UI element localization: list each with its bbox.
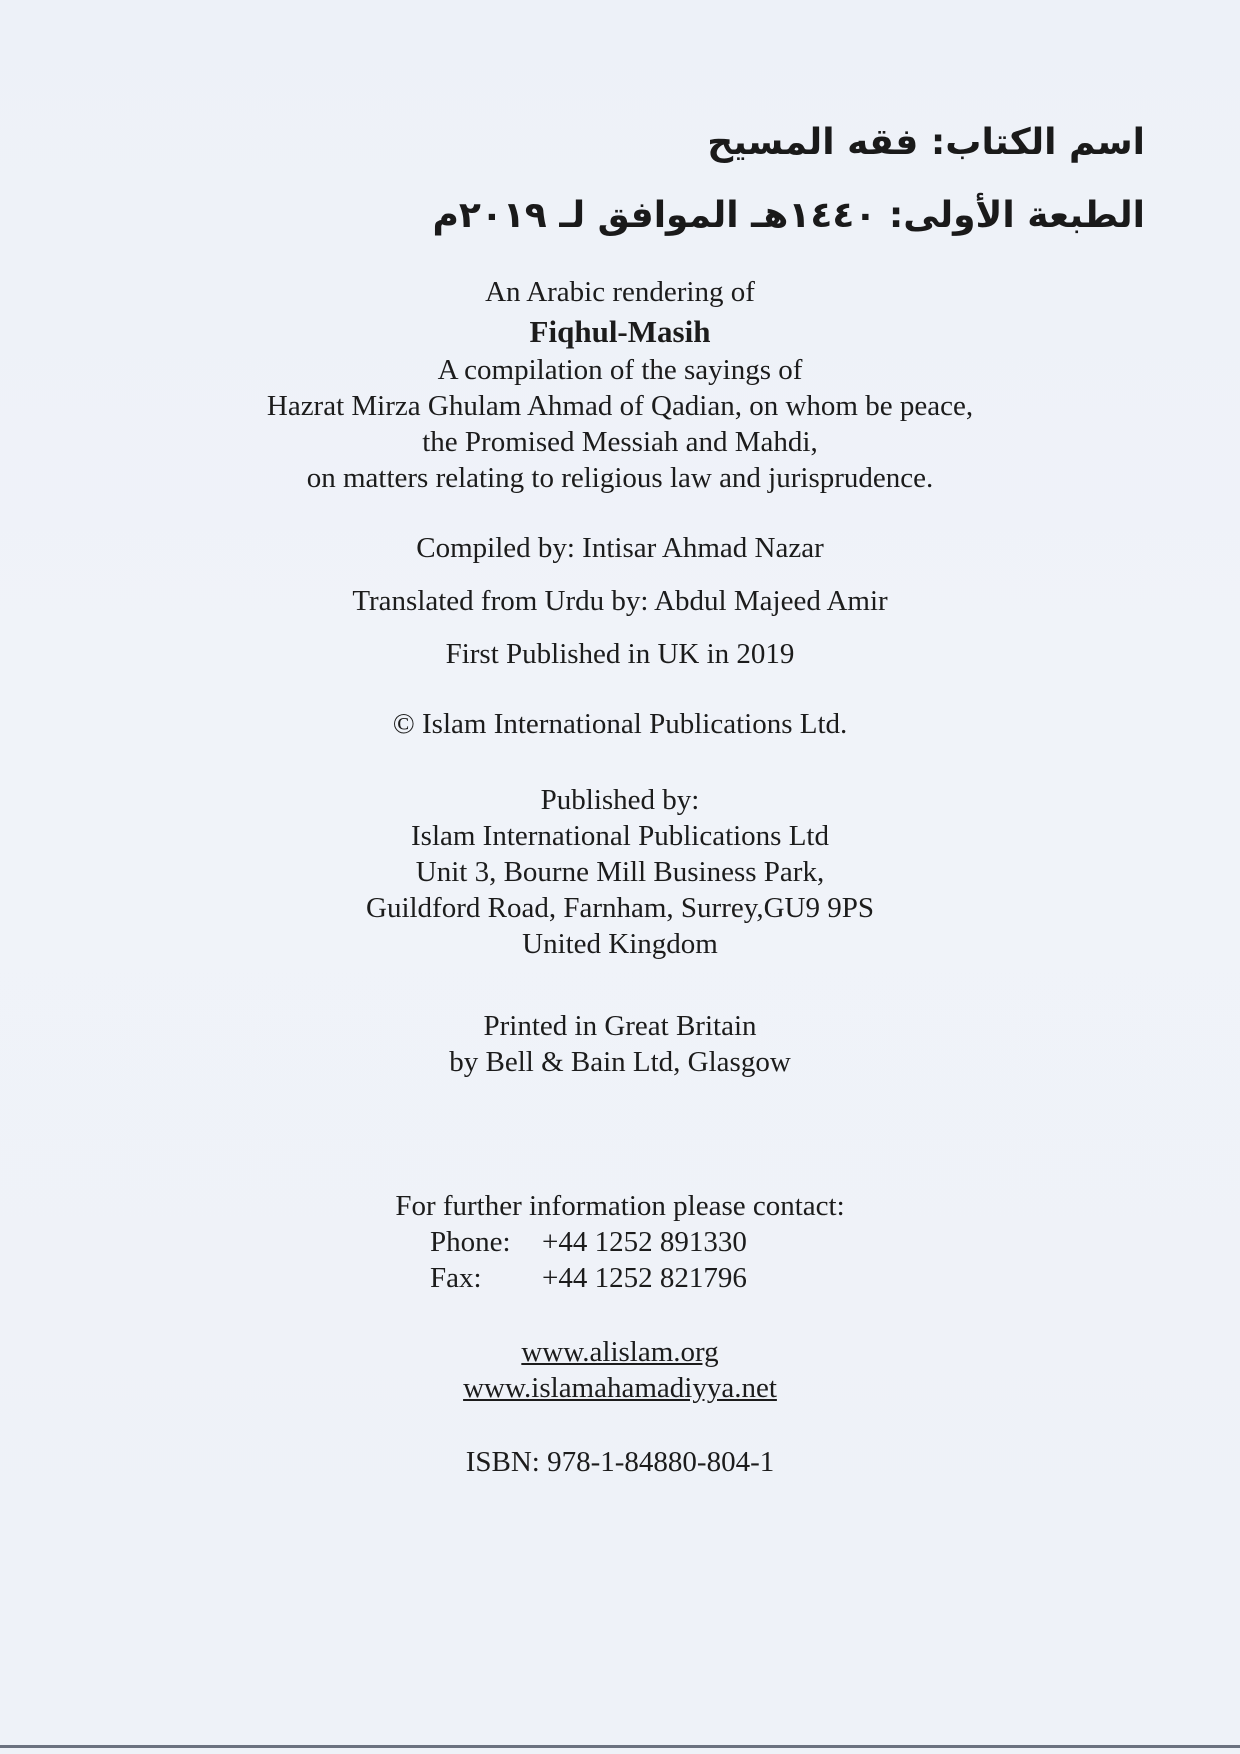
compiled-by: Compiled by: Intisar Ahmad Nazar bbox=[416, 532, 824, 564]
publisher-country: United Kingdom bbox=[522, 928, 718, 960]
publisher-address-line: Guildford Road, Farnham, Surrey,GU9 9PS bbox=[366, 892, 874, 924]
publisher-name: Islam International Publications Ltd bbox=[411, 820, 829, 852]
intro-line: on matters relating to religious law and jurisprudence. bbox=[306, 462, 934, 494]
intro-block bbox=[0, 274, 1240, 496]
isbn: ISBN: 978-1-84880-804-1 bbox=[465, 1446, 775, 1478]
printer-line: by Bell & Bain Ltd, Glasgow bbox=[449, 1046, 791, 1078]
contact-heading: For further information please contact: bbox=[395, 1190, 845, 1222]
bottom-edge-rule bbox=[0, 1745, 1240, 1748]
translated-by: Translated from Urdu by: Abdul Majeed Amir bbox=[352, 585, 888, 617]
intro-line: the Promised Messiah and Mahdi, bbox=[422, 426, 818, 458]
websites-block bbox=[0, 1334, 1240, 1406]
printer-block bbox=[0, 1008, 1240, 1080]
phone-number: +44 1252 891330 bbox=[542, 1226, 747, 1258]
website-link-islamahamadiyya[interactable]: www.islamahamadiyya.net bbox=[463, 1372, 777, 1404]
first-published: First Published in UK in 2019 bbox=[445, 638, 795, 670]
fax-row bbox=[430, 1260, 810, 1296]
website-link-alislam[interactable]: www.alislam.org bbox=[521, 1336, 719, 1368]
printer-line: Printed in Great Britain bbox=[483, 1010, 757, 1042]
fax-label: Fax: bbox=[430, 1262, 482, 1294]
publisher-heading: Published by: bbox=[540, 784, 700, 816]
intro-line: Hazrat Mirza Ghulam Ahmad of Qadian, on whom be peace, bbox=[266, 390, 974, 422]
phone-row bbox=[430, 1224, 810, 1260]
book-title: Fiqhul-Masih bbox=[529, 314, 711, 349]
publisher-address-line: Unit 3, Bourne Mill Business Park, bbox=[415, 856, 825, 888]
intro-line: An Arabic rendering of bbox=[485, 276, 755, 308]
copyright-notice: © Islam International Publications Ltd. bbox=[392, 708, 848, 740]
arabic-edition-line: الطبعة الأولى: ١٤٤٠هـ الموافق لـ ٢٠١٩م bbox=[432, 195, 1145, 236]
contact-block bbox=[0, 1188, 1240, 1296]
intro-line: A compilation of the sayings of bbox=[437, 354, 803, 386]
publisher-block bbox=[0, 782, 1240, 962]
arabic-book-title: اسم الكتاب: فقه المسيح bbox=[707, 122, 1145, 163]
fax-number: +44 1252 821796 bbox=[542, 1262, 747, 1294]
phone-label: Phone: bbox=[430, 1226, 511, 1258]
